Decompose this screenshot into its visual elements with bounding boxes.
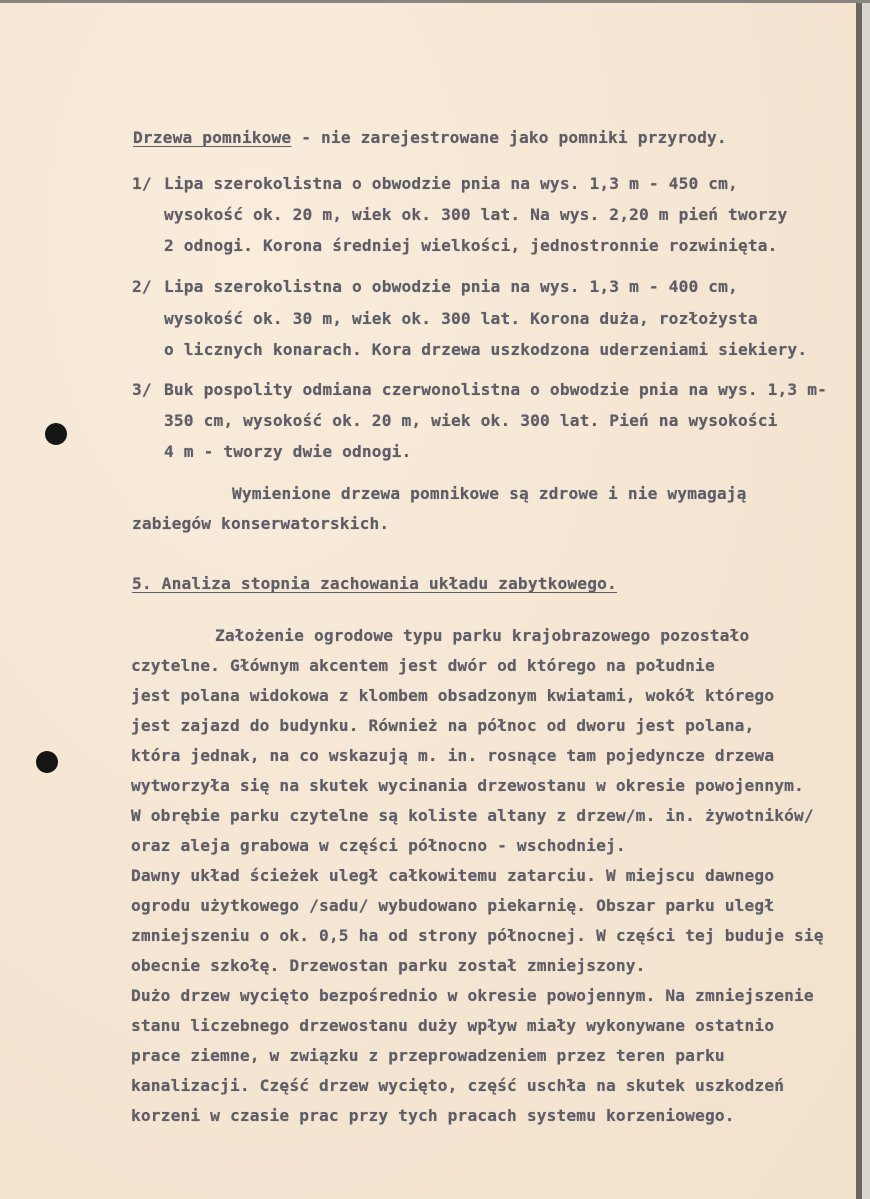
section-5-line: jest zajazd do budynku. Również na północ od dworu jest polana, xyxy=(131,716,755,735)
section-5-line: W obrębie parku czytelne są koliste altany z drzew/m. in. żywotników/ xyxy=(131,806,814,825)
tree-3-line: Buk pospolity odmiana czerwonolistna o obwodzie pnia na wys. 1,3 m- xyxy=(164,380,828,399)
punch-hole-icon xyxy=(45,423,67,445)
section-5-line: oraz aleja grabowa w części północno - wschodniej. xyxy=(131,836,626,855)
tree-2-number: 2/ xyxy=(132,277,152,296)
section-5-line: czytelne. Głównym akcentem jest dwór od którego na południe xyxy=(131,656,715,675)
section-5-line: Dawny układ ścieżek uległ całkowitemu zatarciu. W miejscu dawnego xyxy=(131,866,775,885)
section-5-title: 5. Analiza stopnia zachowania układu zabytkowego. xyxy=(132,574,617,593)
section-5-line: stanu liczebnego drzewostanu duży wpływ miały wykonywane ostatnio xyxy=(131,1016,775,1035)
section-5-line: korzeni w czasie prac przy tych pracach systemu korzeniowego. xyxy=(131,1106,735,1125)
section-5-line: która jednak, na co wskazują m. in. rosnące tam pojedyncze drzewa xyxy=(131,746,775,765)
section-5-line: jest polana widokowa z klombem obsadzonym kwiatami, wokół którego xyxy=(131,686,775,705)
tree-3-line: 4 m - tworzy dwie odnogi. xyxy=(164,442,412,461)
tree-1-line: wysokość ok. 20 m, wiek ok. 300 lat. Na wys. 2,20 m pień tworzy xyxy=(164,205,788,224)
section-5-line: Założenie ogrodowe typu parku krajobrazowego pozostało xyxy=(215,626,750,645)
tree-1-line: 2 odnogi. Korona średniej wielkości, jednostronnie rozwinięta. xyxy=(164,236,778,255)
section-5-line: prace ziemne, w związku z przeprowadzeniem przez teren parku xyxy=(131,1046,725,1065)
conclusion-line: zabiegów konserwatorskich. xyxy=(132,514,390,533)
punch-hole-icon xyxy=(36,751,58,773)
section-5-line: zmniejszeniu o ok. 0,5 ha od strony północnej. W części tej buduje się xyxy=(131,926,824,945)
conclusion-line: Wymienione drzewa pomnikowe są zdrowe i nie wymagają xyxy=(232,484,747,503)
section-5-line: kanalizacji. Część drzew wycięto, część uschła na skutek uszkodzeń xyxy=(131,1076,785,1095)
tree-2-line: wysokość ok. 30 m, wiek ok. 300 lat. Korona duża, rozłożysta xyxy=(164,309,758,328)
tree-3-number: 3/ xyxy=(132,380,152,399)
section-5-line: Dużo drzew wycięto bezpośrednio w okresie powojennym. Na zmniejszenie xyxy=(131,986,814,1005)
heading xyxy=(133,128,727,147)
tree-1-line: Lipa szerokolistna o obwodzie pnia na wys. 1,3 m - 450 cm, xyxy=(164,174,738,193)
heading-underlined: Drzewa pomnikowe xyxy=(133,128,292,147)
section-5-line: obecnie szkołę. Drzewostan parku został zmniejszony. xyxy=(131,956,646,975)
tree-1-number: 1/ xyxy=(132,174,152,193)
tree-2-line: Lipa szerokolistna o obwodzie pnia na wys. 1,3 m - 400 cm, xyxy=(164,277,738,296)
section-5-line: wytworzyła się na skutek wycinania drzewostanu w okresie powojennym. xyxy=(131,776,804,795)
heading-rest: - nie zarejestrowane jako pomniki przyrody. xyxy=(291,128,727,147)
tree-3-line: 350 cm, wysokość ok. 20 m, wiek ok. 300 lat. Pień na wysokości xyxy=(164,411,778,430)
section-5-line: ogrodu użytkowego /sadu/ wybudowano piekarnię. Obszar parku uległ xyxy=(131,896,775,915)
tree-2-line: o licznych konarach. Kora drzewa uszkodzona uderzeniami siekiery. xyxy=(164,340,808,359)
page-top-edge xyxy=(0,0,870,3)
